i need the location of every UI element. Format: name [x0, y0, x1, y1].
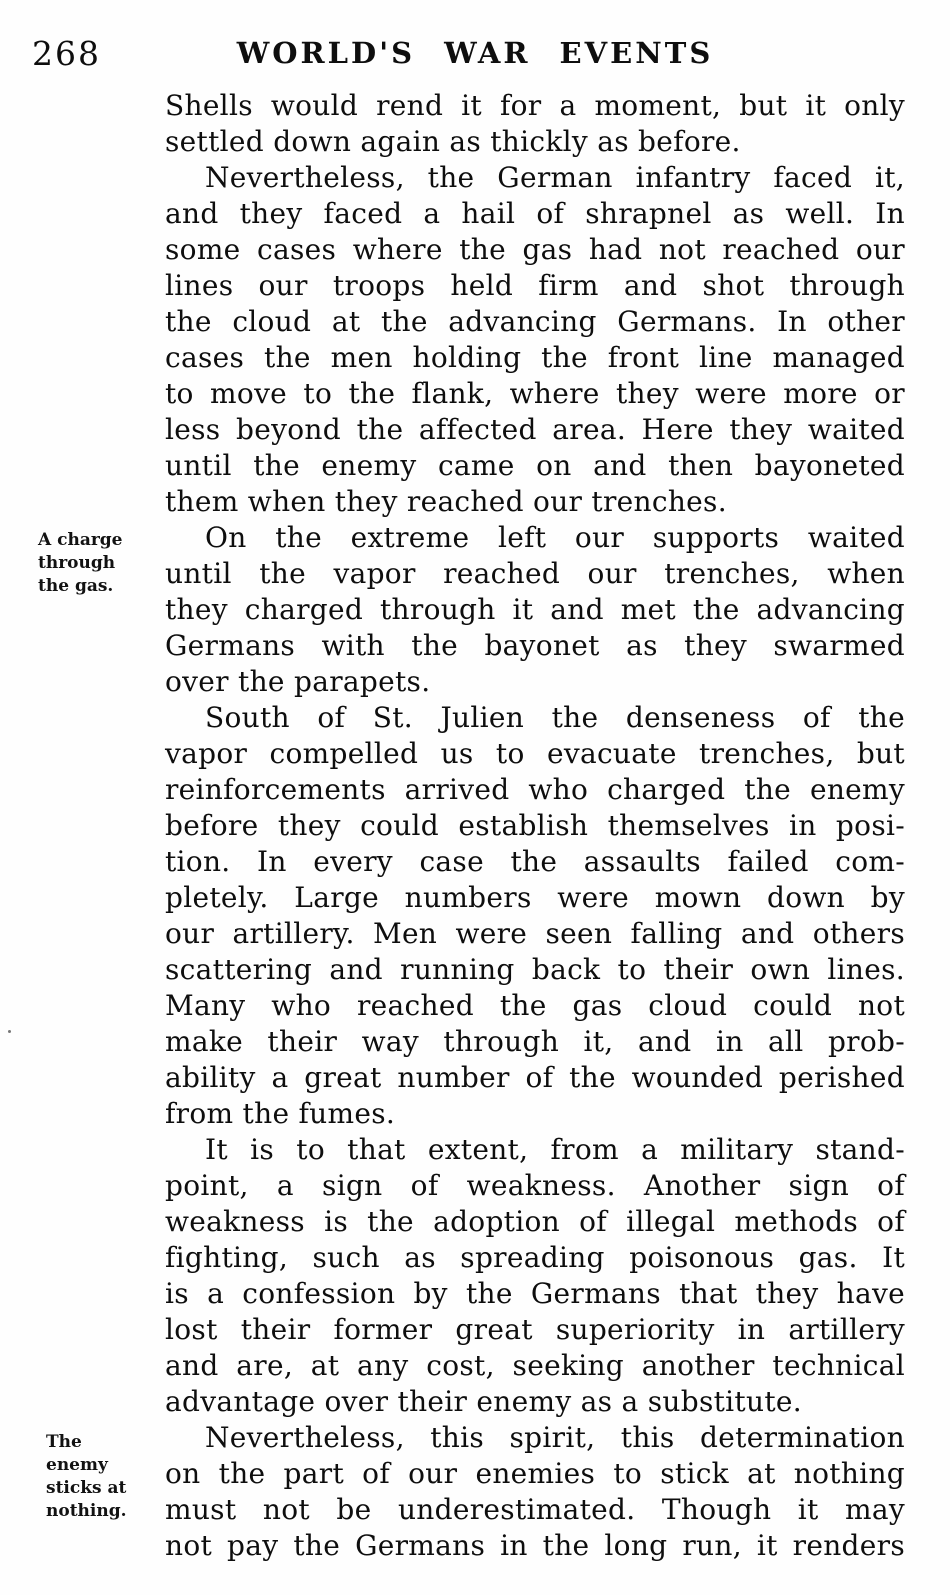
text-line: advantage over their enemy as a substitute.	[165, 1385, 802, 1418]
text-line: from the fumes.	[165, 1097, 396, 1130]
text-line: vapor compelled us to evacuate trenches, but	[165, 737, 905, 770]
text-line: them when they reached our trenches.	[165, 485, 727, 518]
text-line: ability a great number of the wounded perished	[165, 1061, 905, 1094]
text-line: not pay the Germans in the long run, it renders	[165, 1529, 905, 1562]
text-line: lines our troops held firm and shot through	[165, 269, 905, 302]
text-line: until the vapor reached our trenches, when	[165, 557, 905, 590]
text-line: cases the men holding the front line managed	[165, 341, 905, 374]
text-line: less beyond the affected area. Here they waited	[165, 413, 905, 446]
paragraph	[165, 160, 905, 520]
text-line: to move to the flank, where they were more or	[165, 377, 905, 410]
text-line: point, a sign of weakness. Another sign of	[165, 1169, 905, 1202]
text-line: Shells would rend it for a moment, but it only	[165, 89, 905, 122]
text-line: over the parapets.	[165, 665, 431, 698]
paragraph	[165, 700, 905, 1132]
paragraph	[165, 1420, 905, 1564]
text-line: fighting, such as spreading poisonous gas. It	[165, 1241, 905, 1274]
text-line: is a confession by the Germans that they have	[165, 1277, 905, 1310]
page-number: 268	[32, 34, 101, 73]
text-line: some cases where the gas had not reached our	[165, 233, 905, 266]
scan-artifact-dot	[8, 1030, 11, 1033]
margin-note-line: through	[38, 553, 116, 573]
text-line: scattering and running back to their own lines.	[165, 953, 905, 986]
running-head-title: WORLD'S WAR EVENTS	[236, 36, 714, 70]
margin-note-line: enemy	[46, 1455, 108, 1475]
text-line: pletely. Large numbers were mown down by	[165, 881, 905, 914]
text-line: they charged through it and met the advancing	[165, 593, 905, 626]
margin-note-enemy-sticks-at-nothing	[46, 1431, 166, 1523]
text-line: on the part of our enemies to stick at nothing	[165, 1457, 905, 1490]
text-line: and they faced a hail of shrapnel as well. In	[165, 197, 905, 230]
text-line: South of St. Julien the denseness of the	[205, 701, 905, 734]
text-line: Germans with the bayonet as they swarmed	[165, 629, 905, 662]
text-line: weakness is the adoption of illegal methods of	[165, 1205, 905, 1238]
text-line: and are, at any cost, seeking another technical	[165, 1349, 905, 1382]
margin-note-charge-through-gas	[38, 529, 158, 598]
margin-note-line: sticks at	[46, 1478, 127, 1498]
margin-note-line: A charge	[38, 530, 123, 550]
text-line: until the enemy came on and then bayoneted	[165, 449, 905, 482]
text-line: the cloud at the advancing Germans. In other	[165, 305, 905, 338]
text-line: Nevertheless, this spirit, this determination	[205, 1421, 905, 1454]
text-line: make their way through it, and in all prob-	[165, 1025, 905, 1058]
text-line: On the extreme left our supports waited	[205, 521, 905, 554]
paragraph	[165, 88, 905, 160]
margin-note-line: nothing.	[46, 1501, 127, 1521]
text-column	[165, 88, 905, 1564]
text-line: reinforcements arrived who charged the enemy	[165, 773, 905, 806]
text-line: It is to that extent, from a military stand-	[205, 1133, 905, 1166]
paragraph	[165, 520, 905, 700]
paragraph	[165, 1132, 905, 1420]
text-line: settled down again as thickly as before.	[165, 125, 741, 158]
text-line: lost their former great superiority in artillery	[165, 1313, 905, 1346]
text-line: must not be underestimated. Though it may	[165, 1493, 905, 1526]
text-line: our artillery. Men were seen falling and others	[165, 917, 905, 950]
margin-note-line: The	[46, 1432, 82, 1452]
margin-note-line: the gas.	[38, 576, 114, 596]
text-line: Nevertheless, the German infantry faced it,	[205, 161, 905, 194]
text-line: tion. In every case the assaults failed com-	[165, 845, 905, 878]
text-line: before they could establish themselves in posi-	[165, 809, 905, 842]
text-line: Many who reached the gas cloud could not	[165, 989, 905, 1022]
